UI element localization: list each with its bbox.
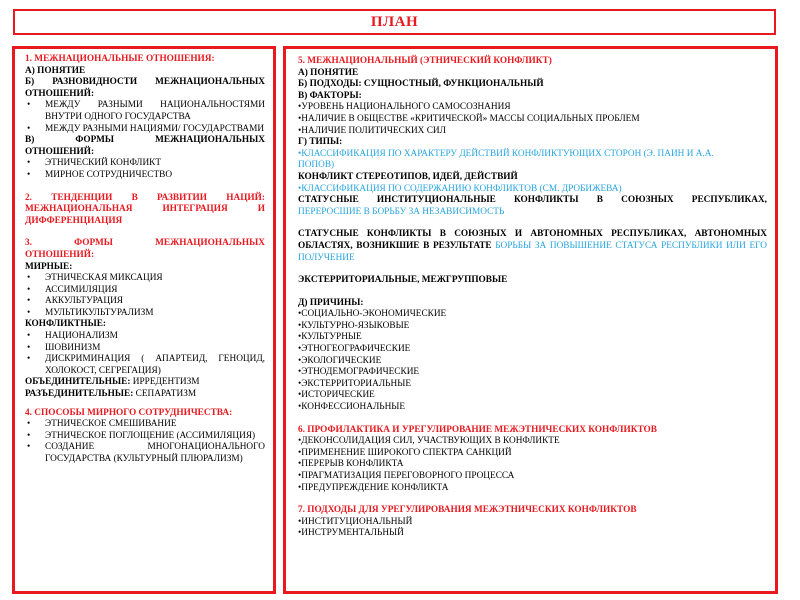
list-item: • АССИМИЛЯЦИЯ [25, 285, 265, 297]
list-item: • ИСТОРИЧЕСКИЕ [298, 390, 767, 402]
list-item: • ИНСТРУМЕНТАЛЬНЫЙ [298, 528, 767, 540]
list-item: • МЕЖДУ РАЗНЫМИ НАЦИОНАЛЬНОСТЯМИ ВНУТРИ ОДНОГО ГОСУДАРСТВА [25, 100, 265, 123]
divide-value: СЕПАРАТИЗМ [133, 389, 197, 400]
section-4-heading: 4. СПОСОБЫ МИРНОГО СОТРУДНИЧЕСТВА: [25, 407, 233, 418]
list-item: • КУЛЬТУРНО-ЯЗЫКОВЫЕ [298, 321, 767, 333]
list-item: • КОНФЕССИОНАЛЬНЫЕ [298, 402, 767, 414]
status-conflict-1: СТАТУСНЫЕ ИНСТИТУЦИОНАЛЬНЫЕ КОНФЛИКТЫ В СОЮЗНЫХ РЕСПУБЛИКАХ, [298, 195, 767, 206]
stereotype-conflict: КОНФЛИКТ СТЕРЕОТИПОВ, ИДЕЙ, ДЕЙСТВИЙ [298, 171, 518, 182]
section-1-item-c-cont: ОТНОШЕНИЙ: [25, 146, 95, 157]
title-box [13, 9, 776, 35]
page-title: ПЛАН [370, 13, 419, 30]
list-item: • НАЦИОНАЛИЗМ [25, 331, 265, 343]
list-item: • ПРЕДУПРЕЖДЕНИЕ КОНФЛИКТА [298, 483, 767, 495]
section-5-heading: 5. МЕЖНАЦИОНАЛЬНЫЙ (ЭТНИЧЕСКИЙ КОНФЛИКТ) [298, 56, 552, 66]
section-3-heading-cont: ОТНОШЕНИЙ: [25, 249, 95, 260]
list-item: • ЭКСТЕРРИТОРИАЛЬНЫЕ [298, 379, 767, 391]
list-item: • ПЕРЕРЫВ КОНФЛИКТА [298, 459, 767, 471]
list-item: • ЭКОЛОГИЧЕСКИЕ [298, 356, 767, 368]
list-item: • ЭТНИЧЕСКАЯ МИКСАЦИЯ [25, 273, 265, 285]
section-1-item-b: Б) РАЗНОВИДНОСТИ МЕЖНАЦИОНАЛЬНЫХ [25, 77, 265, 88]
unite-label: ОБЪЕДИНИТЕЛЬНЫЕ: [25, 377, 131, 388]
list-item: • КУЛЬТУРНЫЕ [298, 332, 767, 344]
section-1-item-b-cont: ОТНОШЕНИЙ: [25, 88, 95, 99]
right-panel [283, 46, 778, 594]
list-item: • СОЗДАНИЕ МНОГОНАЦИОНАЛЬНОГО ГОСУДАРСТВА (КУЛЬТУРНЫЙ ПЛЮРАЛИЗМ) [25, 442, 265, 465]
list-item: • ПРАГМАТИЗАЦИЯ ПЕРЕГОВОРНОГО ПРОЦЕССА [298, 471, 767, 483]
section-3-heading: 3. ФОРМЫ МЕЖНАЦИОНАЛЬНЫХ [25, 238, 265, 249]
peace-label: МИРНЫЕ: [25, 261, 73, 272]
list-item: • ЭТНОДЕМОГРАФИЧЕСКИЕ [298, 367, 767, 379]
section-5-item-d: Г) ТИПЫ: [298, 137, 343, 148]
list-item: • ПРИМЕНЕНИЕ ШИРОКОГО СПЕКТРА САНКЦИЙ [298, 448, 767, 460]
divide-label: РАЗЪЕДИНИТЕЛЬНЫЕ: [25, 389, 134, 400]
section-1-item-c: В) ФОРМЫ МЕЖНАЦИОНАЛЬНЫХ [25, 135, 265, 146]
unite-row [25, 377, 265, 389]
list-item: • АККУЛЬТУРАЦИЯ [25, 296, 265, 308]
status-conflict-1-cont: ПЕРЕРОСШИЕ В БОРЬБУ ЗА НЕЗАВИСИМОСТЬ [298, 206, 505, 217]
list-item: • ЭТНИЧЕСКОЕ СМЕШИВАНИЕ [25, 419, 265, 431]
extraterritorial: ЭКСТЕРРИТОРИАЛЬНЫЕ, МЕЖГРУППОВЫЕ [298, 275, 508, 286]
section-2-heading: 2. ТЕНДЕНЦИИ В РАЗВИТИИ НАЦИЙ: МЕЖНАЦИОНАЛЬНАЯ ИНТЕГРАЦИЯ И ДИФФЕРЕНЦИАЦИЯ [25, 192, 265, 226]
list-item: • НАЛИЧИЕ В ОБЩЕСТВЕ «КРИТИЧЕСКОЙ» МАССЫ СОЦИАЛЬНЫХ ПРОБЛЕМ [298, 114, 767, 126]
list-item: • МИРНОЕ СОТРУДНИЧЕСТВО [25, 170, 265, 182]
section-1-item-a: А) ПОНЯТИЕ [25, 65, 86, 76]
status-conflict-2-text: СТАТУСНЫЕ КОНФЛИКТЫ В СОЮЗНЫХ И АВТОНОМНЫХ РЕСПУБЛИКАХ, АВТОНОМНЫХ ОБЛАСТЯХ, ВОЗНИКШИЕ В РЕЗУЛЬТАТЕ [298, 229, 767, 251]
classification-1: • КЛАССИФИКАЦИЯ ПО ХАРАКТЕРУ ДЕЙСТВИЙ КОНФЛИКТУЮЩИХ СТОРОН (Э. ПАИН И А.А. [298, 149, 767, 161]
section-5-item-e: Д) ПРИЧИНЫ: [298, 297, 364, 308]
list-item: • ЭТНИЧЕСКОЕ ПОГЛОЩЕНИЕ (АССИМИЛЯЦИЯ) [25, 431, 265, 443]
conflict-label: КОНФЛИКТНЫЕ: [25, 319, 107, 330]
section-5-item-b: Б) ПОДХОДЫ: СУЩНОСТНЫЙ, ФУНКЦИОНАЛЬНЫЙ [298, 79, 544, 90]
section-5-item-a: А) ПОНЯТИЕ [298, 67, 359, 78]
section-6-heading: 6. ПРОФИЛАКТИКА И УРЕГУЛИРОВАНИЕ МЕЖЭТНИЧЕСКИХ КОНФЛИКТОВ [298, 424, 657, 435]
list-item: • ИНСТИТУЦИОНАЛЬНЫЙ [298, 517, 767, 529]
list-item: • МУЛЬТИКУЛЬТУРАЛИЗМ [25, 308, 265, 320]
list-item: • МЕЖДУ РАЗНЫМИ НАЦИЯМИ/ ГОСУДАРСТВАМИ [25, 124, 265, 136]
classification-2: • КЛАССИФИКАЦИЯ ПО СОДЕРЖАНИЮ КОНФЛИКТОВ (СМ. ДРОБИЖЕВА) [298, 184, 767, 196]
list-item: • ШОВИНИЗМ [25, 343, 265, 355]
classification-1-cont: ПОПОВ) [298, 160, 335, 171]
section-1-heading: 1. МЕЖНАЦИОНАЛЬНЫЕ ОТНОШЕНИЯ: [25, 54, 215, 64]
left-panel [12, 46, 276, 594]
list-item: • НАЛИЧИЕ ПОЛИТИЧЕСКИХ СИЛ [298, 126, 767, 138]
unite-value: ИРРЕДЕНТИЗМ [130, 377, 200, 388]
section-7-heading: 7. ПОДХОДЫ ДЛЯ УРЕГУЛИРОВАНИЯ МЕЖЭТНИЧЕСКИХ КОНФЛИКТОВ [298, 505, 637, 516]
status-conflict-2-blue: БОРЬБЫ ЗА ПОВЫШЕНИЕ СТАТУСА РЕСПУБЛИКИ ИЛИ ЕГО ПОЛУЧЕНИЕ [298, 240, 768, 263]
list-item: • ЭТНИЧЕСКИЙ КОНФЛИКТ [25, 158, 265, 170]
list-item: • СОЦИАЛЬНО-ЭКОНОМИЧЕСКИЕ [298, 309, 767, 321]
list-item: • ЭТНОГЕОГРАФИЧЕСКИЕ [298, 344, 767, 356]
list-item: • ДЕКОНСОЛИДАЦИЯ СИЛ, УЧАСТВУЮЩИХ В КОНФЛИКТЕ [298, 436, 767, 448]
section-5-item-c: В) ФАКТОРЫ: [298, 90, 362, 101]
status-conflict-2 [298, 229, 767, 264]
list-item: • ДИСКРИМИНАЦИЯ ( АПАРТЕИД, ГЕНОЦИД, ХОЛОКОСТ, СЕГРЕГАЦИЯ) [25, 354, 265, 377]
list-item: • УРОВЕНЬ НАЦИОНАЛЬНОГО САМОСОЗНАНИЯ [298, 102, 767, 114]
divide-row [25, 389, 265, 401]
